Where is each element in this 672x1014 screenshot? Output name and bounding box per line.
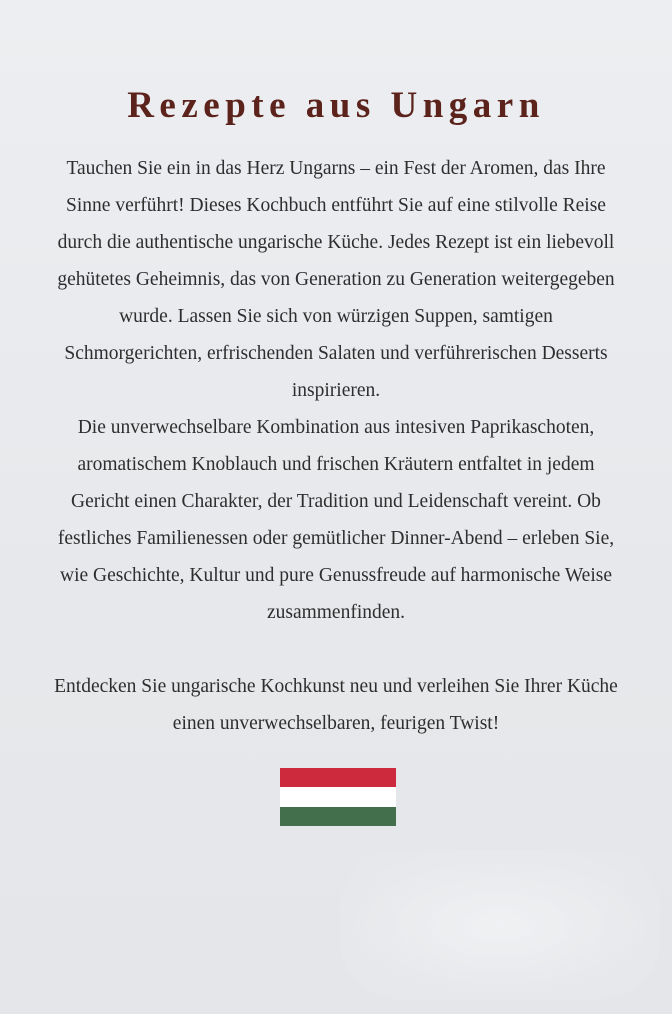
page-title: Rezepte aus Ungarn [127,85,545,126]
flag-stripe-red [280,768,396,787]
flag-stripe-white [280,787,396,806]
paragraph-intro: Tauchen Sie ein in das Herz Ungarns – ein Fest der Aromen, das Ihre Sinne verführt! Dieses Kochbuch entführt Sie auf eine stilvolle Reise durch die authentische ungarische Küche. Jedes Rezept ist ein liebevoll gehütetes Geheimnis, das von Generation zu Generation weitergegeben wurde. Lassen Sie sich von würzigen Suppen, samtigen Schmorgerichten, erfrischenden Salaten und verführerischen Desserts inspirieren. [57,158,615,401]
hungarian-flag-icon [280,768,396,826]
paragraph-closing: Entdecken Sie ungarische Kochkunst neu und verleihen Sie Ihrer Küche einen unverwechselbaren, feurigen Twist! [54,676,618,734]
paragraph-ingredients: Die unverwechselbare Kombination aus intesiven Paprikaschoten, aromatischem Knoblauch und frischen Kräutern entfaltet in jedem Gericht einen Charakter, der Tradition und Leidenschaft vereint. Ob festliches Familienessen oder gemütlicher Dinner-Abend – erleben Sie, wie Geschichte, Kultur und pure Genussfreude auf harmonische Weise zusammenfinden. [57,417,615,623]
description-text [50,150,622,742]
flag-stripe-green [280,807,396,826]
paragraph-spacer [50,631,622,668]
background-smudge [340,850,660,1000]
